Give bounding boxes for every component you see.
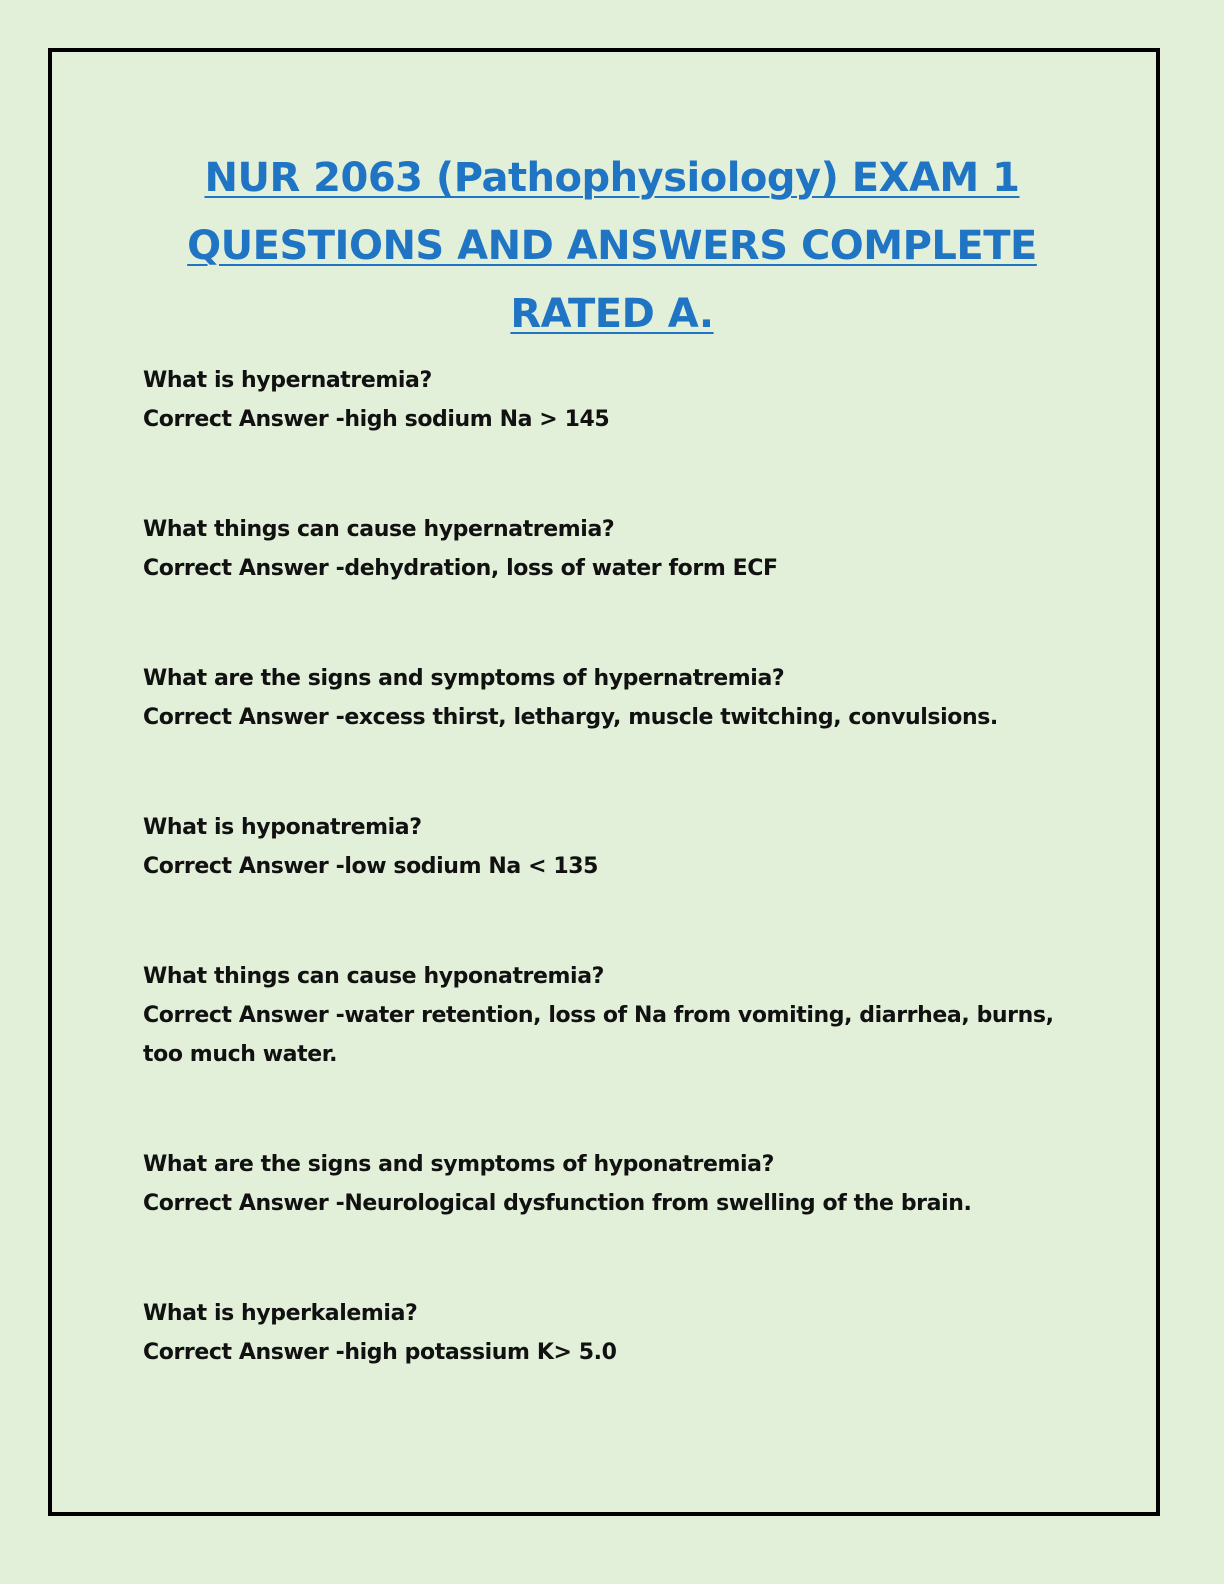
title-line-3: RATED A. xyxy=(510,291,714,337)
answer-text: Correct Answer -low sodium Na < 135 xyxy=(143,854,599,879)
answer-text: Correct Answer -high sodium Na > 145 xyxy=(143,407,610,432)
qa-item-hyponatremia-definition xyxy=(143,808,1083,886)
title-line-2: QUESTIONS AND ANSWERS COMPLETE xyxy=(187,223,1037,269)
question-text: What things can cause hyponatremia? xyxy=(143,964,604,989)
title-line-1: NUR 2063 (Pathophysiology) EXAM 1 xyxy=(204,155,1020,201)
answer-text: Correct Answer -Neurological dysfunction from swelling of the brain. xyxy=(143,1191,972,1216)
document-title xyxy=(120,144,1104,348)
answer-text: Correct Answer -dehydration, loss of water form ECF xyxy=(143,556,778,581)
question-text: What things can cause hypernatremia? xyxy=(143,517,615,542)
question-text: What are the signs and symptoms of hypernatremia? xyxy=(143,666,785,691)
answer-text: Correct Answer -high potassium K> 5.0 xyxy=(143,1340,617,1365)
answer-text: Correct Answer -excess thirst, lethargy, muscle twitching, convulsions. xyxy=(143,705,998,730)
qa-item-hypernatremia-symptoms xyxy=(143,659,1083,737)
question-text: What is hyperkalemia? xyxy=(143,1301,418,1326)
question-text: What is hypernatremia? xyxy=(143,368,432,393)
qa-item-hypernatremia-definition xyxy=(143,361,1083,439)
qa-item-hypernatremia-causes xyxy=(143,510,1083,588)
question-text: What is hyponatremia? xyxy=(143,815,422,840)
answer-text: Correct Answer -water retention, loss of Na from vomiting, diarrhea, burns, too much water. xyxy=(143,1003,1054,1067)
qa-item-hyponatremia-causes xyxy=(143,957,1083,1074)
qa-item-hyperkalemia-definition xyxy=(143,1294,1083,1372)
question-text: What are the signs and symptoms of hyponatremia? xyxy=(143,1152,774,1177)
qa-item-hyponatremia-symptoms xyxy=(143,1145,1083,1223)
